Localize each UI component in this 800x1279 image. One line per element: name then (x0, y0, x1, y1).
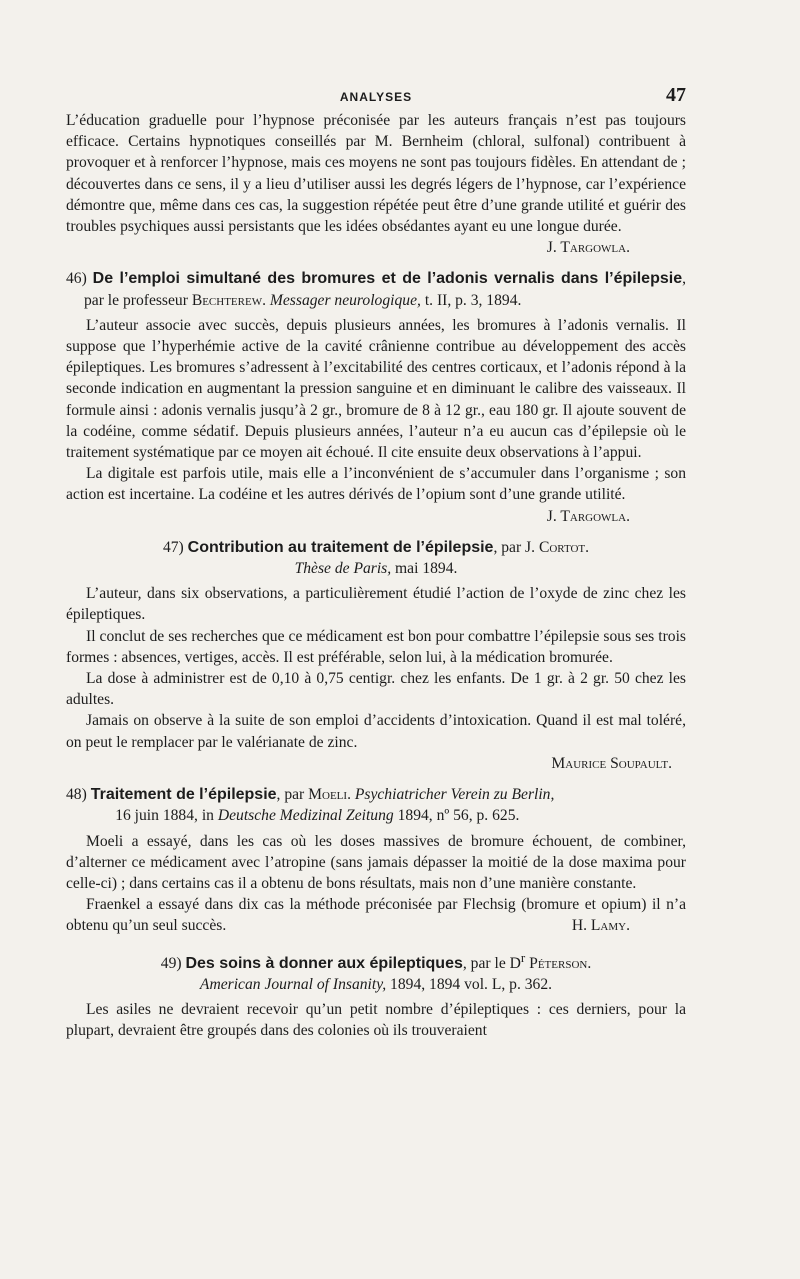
entry-journal: American Journal of Insanity, (199, 975, 387, 993)
entry-49-paragraph-1: Les asiles ne devraient recevoir qu’un petit nombre d’épileptiques : ces derniers, pour la plupart, devraient être groupés dans des colonies où ils trouveraient (66, 1001, 686, 1040)
entry-number: 47) (162, 538, 184, 556)
entry-journal: Thèse de Paris, (294, 560, 392, 578)
entry-reference: 1894, 1894 vol. L, p. 362. (386, 975, 553, 993)
entry-title: Des soins à donner aux épileptiques (185, 954, 463, 972)
entry-number: 48) (66, 786, 87, 804)
intro-paragraph: L’éducation graduelle pour l’hypnose préconisée par les auteurs français n’est pas toujours efficace. Certains hypnotiques conseillés par M. Bernheim (chloral, sulfonal) contribuent à provoquer et à renforcer l’hypnose, mais ces moyens ne sont pas toujours fidèles. En attendant de ; découvertes dans ce sens, il y a lieu d’utiliser aussi les degrés légers de l’hypnose, car l’expérience démontre que, même dans ces cas, la suggestion répétée peut être d’une grande utilité et guérir des troubles psychiques aussi persistants que les idées obsédantes ayant eu une longue durée. J. Targowla. (66, 110, 686, 237)
entry-title: Traitement de l’épilepsie (90, 786, 277, 804)
entry-number: 46) (66, 270, 87, 288)
entry-journal: Messager neurologique, (269, 291, 421, 309)
entry-title: Contribution au traitement de l’épilepsie (187, 538, 494, 556)
page-header (66, 84, 686, 110)
body-text (66, 110, 686, 1042)
entry-46-paragraph-2: La digitale est parfois utile, mais elle a l’inconvénient de s’accumuler dans l’organisme ; son action est incertaine. La codéine et les autres dérivés de l’opium sont d’une grande utilité. J. Targowla. (66, 463, 686, 505)
page-number: 47 (666, 84, 686, 106)
entry-47-heading: 47) Contribution au traitement de l’épilepsie, par J. Cortot. Thèse de Paris, mai 1894. (162, 538, 590, 578)
entry-47-paragraph-1: L’auteur, dans six observations, a particulièrement étudié l’action de l’oxyde de zinc chez les épileptiques. (66, 585, 686, 624)
entry-journal: Psychiatricher Verein zu Berlin, (354, 786, 555, 804)
entry-48-heading: 48) Traitement de l’épilepsie, par Moeli. Psychiatricher Verein zu Berlin, 16 juin 1884, in Deutsche Medizinal Zeitung 1894, nº 56, p. 625. (66, 786, 555, 825)
entry-title: De l’emploi simultané des bromures et de l’adonis vernalis dans l’épilepsie (92, 270, 683, 288)
running-head: ANALYSES (339, 90, 413, 104)
entry-author: Péterson. (529, 954, 592, 972)
signature: J. Targowla. (546, 507, 630, 525)
entry-reference: mai 1894. (391, 560, 458, 578)
entry-47-paragraph-4: Jamais on observe à la suite de son emploi d’accidents d’intoxication. Quand il est mal toléré, on peut le remplacer par le valérianate de zinc. (66, 712, 686, 751)
signature: Maurice Soupault. (551, 754, 672, 772)
entry-47-paragraph-2: Il conclut de ses recherches que ce médicament est bon pour combattre l’épilepsie sous ses trois formes : absences, vertiges, accès. Il est préférable, selon lui, à la médication bromurée. (66, 627, 686, 666)
entry-47-paragraph-3: La dose à administrer est de 0,10 à 0,75 centigr. chez les enfants. De 1 gr. à 2 gr. 50 chez les adultes. (66, 670, 686, 709)
entry-author: Cortot. (538, 538, 590, 556)
entry-reference: t. II, p. 3, 1894. (424, 291, 522, 309)
entry-48-paragraph-2: Fraenkel a essayé dans dix cas la méthode préconisée par Flechsig (bromure et opium) il n’a obtenu qu’un seul succès. H. Lamy. (66, 894, 686, 936)
entry-number: 49) (160, 954, 182, 972)
entry-journal-2: Deutsche Medizinal Zeitung (217, 807, 394, 825)
signature: J. Targowla. (546, 239, 630, 257)
entry-date: 16 juin 1884, in (115, 807, 218, 825)
page (66, 84, 686, 1042)
entry-reference: 1894, nº 56, p. 625. (393, 807, 520, 825)
entry-48-paragraph-1: Moeli a essayé, dans les cas où les doses massives de bromure échouent, de combiner, d’alterner ce médicament avec l’atropine (sans jamais dépasser la moitié de la dose maxima pour celle-ci) ; dans certains cas il a obtenu de bons résultats, mais non d’une manière constante. (66, 832, 686, 892)
entry-46-heading: 46) De l’emploi simultané des bromures et de l’adonis vernalis dans l’épilepsie, par le professeur Bechterew. Messager neurologique, t. II, p. 3, 1894. (66, 270, 686, 309)
entry-49-heading: 49) Des soins à donner aux épileptiques, par le $D^r$ Péterson. American Journal of Insanity, 1894, 1894 vol. L, p. 362. (160, 949, 592, 993)
entry-46-paragraph-1: L’auteur associe avec succès, depuis plusieurs années, les bromures à l’adonis vernalis. Il suppose que l’hyperhémie active de la cavité crânienne contribue au développement des accès épileptiques. Les bromures s’adressent à l’excitabilité des centres corticaux, et l’adonis répond à la seconde indication en augmentant la pression sanguine et en diminuant le calibre des vaisseaux. Il formule ainsi : adonis vernalis jusqu’à 2 gr., bromure de 8 à 12 gr., eau 180 gr. Il ajoute souvent de la codéine, comme sédatif. Depuis plusieurs années, l’auteur n’a eu aucun cas d’épilepsie où le traitement systématique par ce moyen ait échoué. Il cite ensuite deux observations à l’appui. (66, 316, 686, 462)
entry-author: Bechterew (191, 291, 263, 309)
entry-author: Moeli. (308, 786, 351, 804)
signature: H. Lamy. (571, 917, 630, 935)
